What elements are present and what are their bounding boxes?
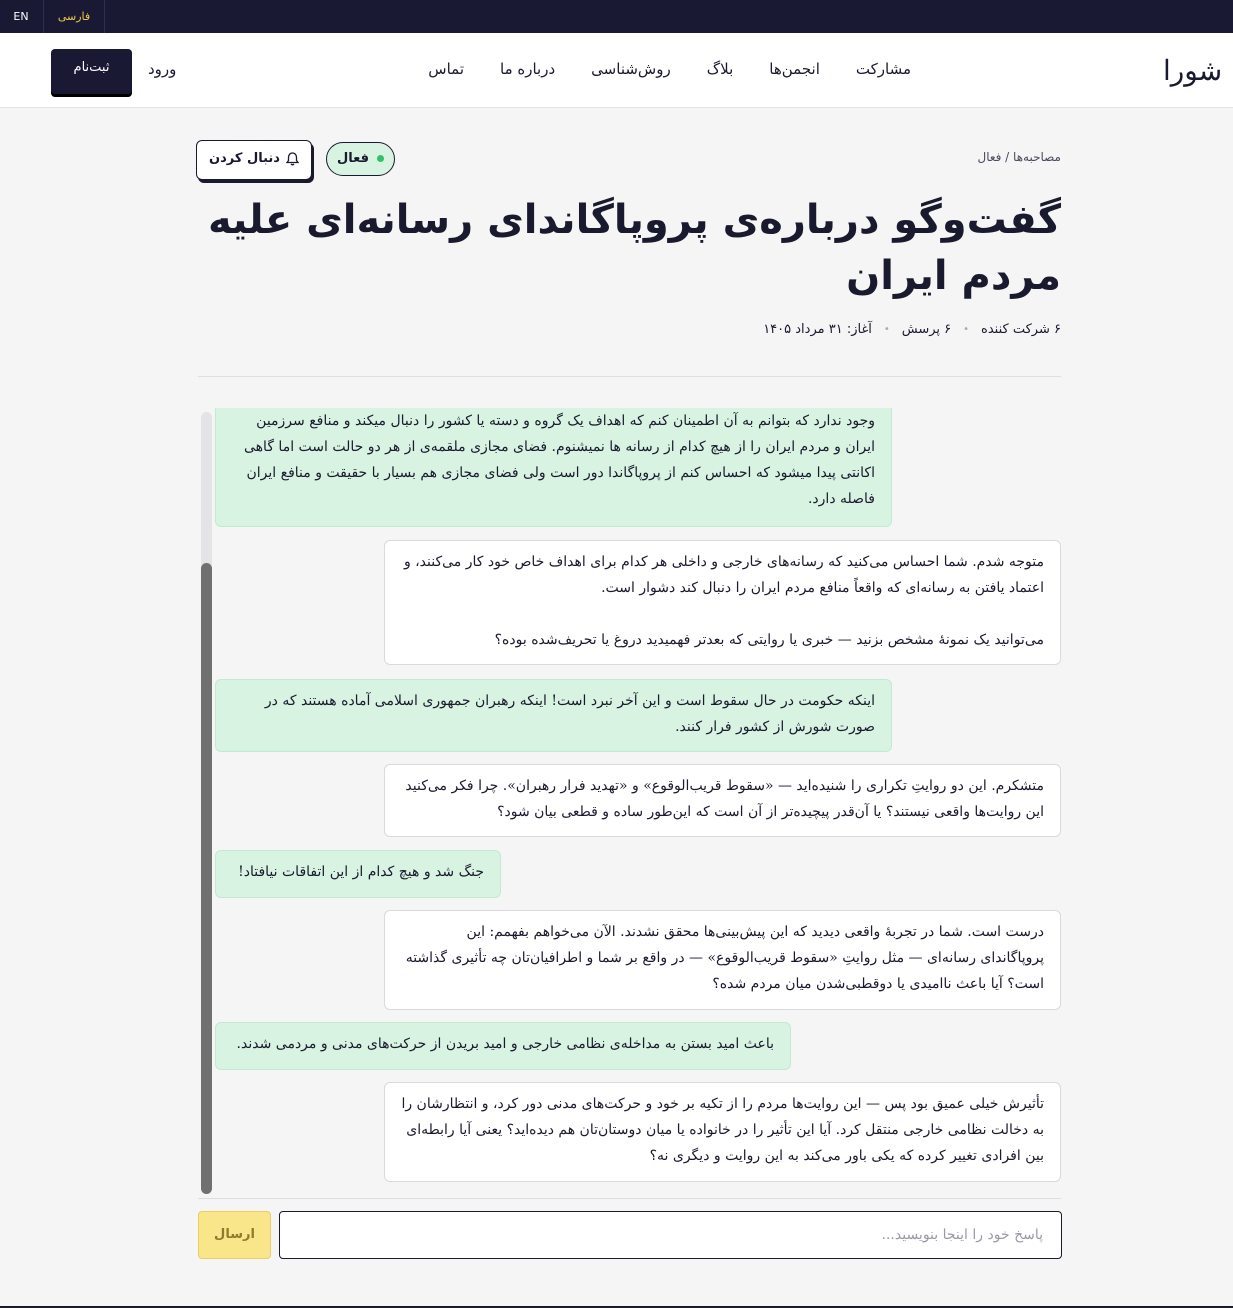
- user-message: جنگ شد و هیچ کدام از این اتفاقات نیافتاد!: [215, 850, 501, 898]
- meta-separator: •: [883, 324, 890, 335]
- divider: [198, 1198, 1061, 1199]
- meta-separator: •: [963, 324, 970, 335]
- user-message: وجود ندارد که بتوانم به آن اطمینان کنم که اهداف یک گروه و دسته یا کشور را دنبال میکند و منافع سرزمین ایران و مردم ایران را از هیچ کدام از رسانه ها نمیشنوم. فضای مجازی ملقمه‌ی از هر دو حالت است اما گاهی اکانتی پیدا میشود که احساس کنم از پروپاگاندا دور است ولی فضای مجازی هم بسیار با حقیقت و منافع ایران فاصله دارد.: [215, 408, 892, 527]
- nav-item-participation[interactable]: مشارکت: [855, 60, 911, 78]
- interview-meta: [763, 322, 1061, 337]
- conversation-panel[interactable]: [214, 408, 1062, 1190]
- bell-icon: [286, 152, 299, 166]
- start-date: آغاز: ۳۱ مرداد ۱۴۰۵: [763, 322, 872, 337]
- login-link[interactable]: ورود: [148, 60, 177, 78]
- questions-count: ۶ پرسش: [901, 322, 952, 337]
- main-nav: [428, 57, 911, 81]
- participants-count: ۶ شرکت کننده: [981, 322, 1061, 337]
- language-fa-button[interactable]: فارسی: [43, 0, 105, 33]
- nav-item-contact[interactable]: تماس: [428, 60, 465, 78]
- assistant-message: درست است. شما در تجربهٔ واقعی دیدید که این پیش‌بینی‌ها محقق نشدند. الآن می‌خواهم بفهمم: این پروپاگاندای رسانه‌ای — مثل روایتِ «سقوط قریب‌الوقوع» — در واقع بر شما و اطرافیان‌تان چه تأثیری گذاشته است؟ آیا باعث ناامیدی یا دوقطبی‌شدن میان مردم شده؟: [384, 910, 1061, 1010]
- nav-item-forums[interactable]: انجمن‌ها: [769, 60, 820, 78]
- top-bar: [0, 0, 1233, 33]
- site-logo[interactable]: شورا: [1163, 54, 1223, 87]
- status-dot-icon: [377, 155, 384, 162]
- signup-button[interactable]: ثبت‌نام: [51, 49, 132, 94]
- assistant-message: متشکرم. این دو روایتِ تکراری را شنیده‌اید — «سقوط قریب‌الوقوع» و «تهدید فرار رهبران». چرا فکر می‌کنید این روایت‌ها واقعی نیستند؟ یا آن‌قدر پیچیده‌تر از آن است که این‌طور ساده و قطعی بیان شود؟: [384, 764, 1061, 837]
- breadcrumb[interactable]: مصاحبه‌ها / فعال: [977, 150, 1061, 164]
- chat-scrollbar-thumb[interactable]: [201, 563, 212, 1194]
- send-button[interactable]: ارسال: [198, 1211, 271, 1259]
- reply-input[interactable]: [279, 1211, 1062, 1259]
- follow-button[interactable]: [196, 140, 312, 180]
- site-header: [0, 33, 1233, 108]
- language-en-button[interactable]: EN: [13, 10, 29, 23]
- status-badge: [326, 142, 395, 176]
- page-title: گفت‌وگو درباره‌ی پروپاگاندای رسانه‌ای علیه مردم ایران: [207, 197, 1061, 299]
- nav-item-blog[interactable]: بلاگ: [706, 60, 734, 78]
- user-message: باعث امید بستن به مداخله‌ی نظامی خارجی و امید بریدن از حرکت‌های مدنی و مردمی شدند.: [215, 1022, 791, 1070]
- status-label: فعال: [336, 151, 369, 166]
- assistant-message: تأثیرش خیلی عمیق بود پس — این روایت‌ها مردم را از تکیه بر خود و حرکت‌های مدنی دور کرد، و انتظارشان را به دخالت نظامی خارجی منتقل کرد. آیا این تأثیر را در خانواده یا میان دوستان‌تان هم دیده‌اید؟ یعنی آیا رابطه‌ای بین افرادی تغییر کرده که یکی باور می‌کند به این روایت و دیگری نه؟: [384, 1082, 1061, 1182]
- nav-item-methodology[interactable]: روش‌شناسی: [591, 60, 671, 78]
- divider: [198, 376, 1061, 377]
- nav-item-about[interactable]: درباره ما: [500, 60, 556, 78]
- user-message: اینکه حکومت در حال سقوط است و این آخر نبرد است! اینکه رهبران جمهوری اسلامی آماده هستند که در صورت شورش از کشور فرار کنند.: [215, 679, 892, 752]
- follow-label: دنبال کردن: [209, 151, 280, 166]
- assistant-message: متوجه شدم. شما احساس می‌کنید که رسانه‌های خارجی و داخلی هر کدام برای اهداف خاص خود کار می‌کنند، و اعتماد یافتن به رسانه‌ای که واقعاً منافع مردم ایران را دنبال کند دشوار است. می‌توانید یک نمونهٔ مشخص بزنید — خبری یا روایتی که بعدتر فهمیدید دروغ یا تحریف‌شده بوده؟: [384, 540, 1061, 665]
